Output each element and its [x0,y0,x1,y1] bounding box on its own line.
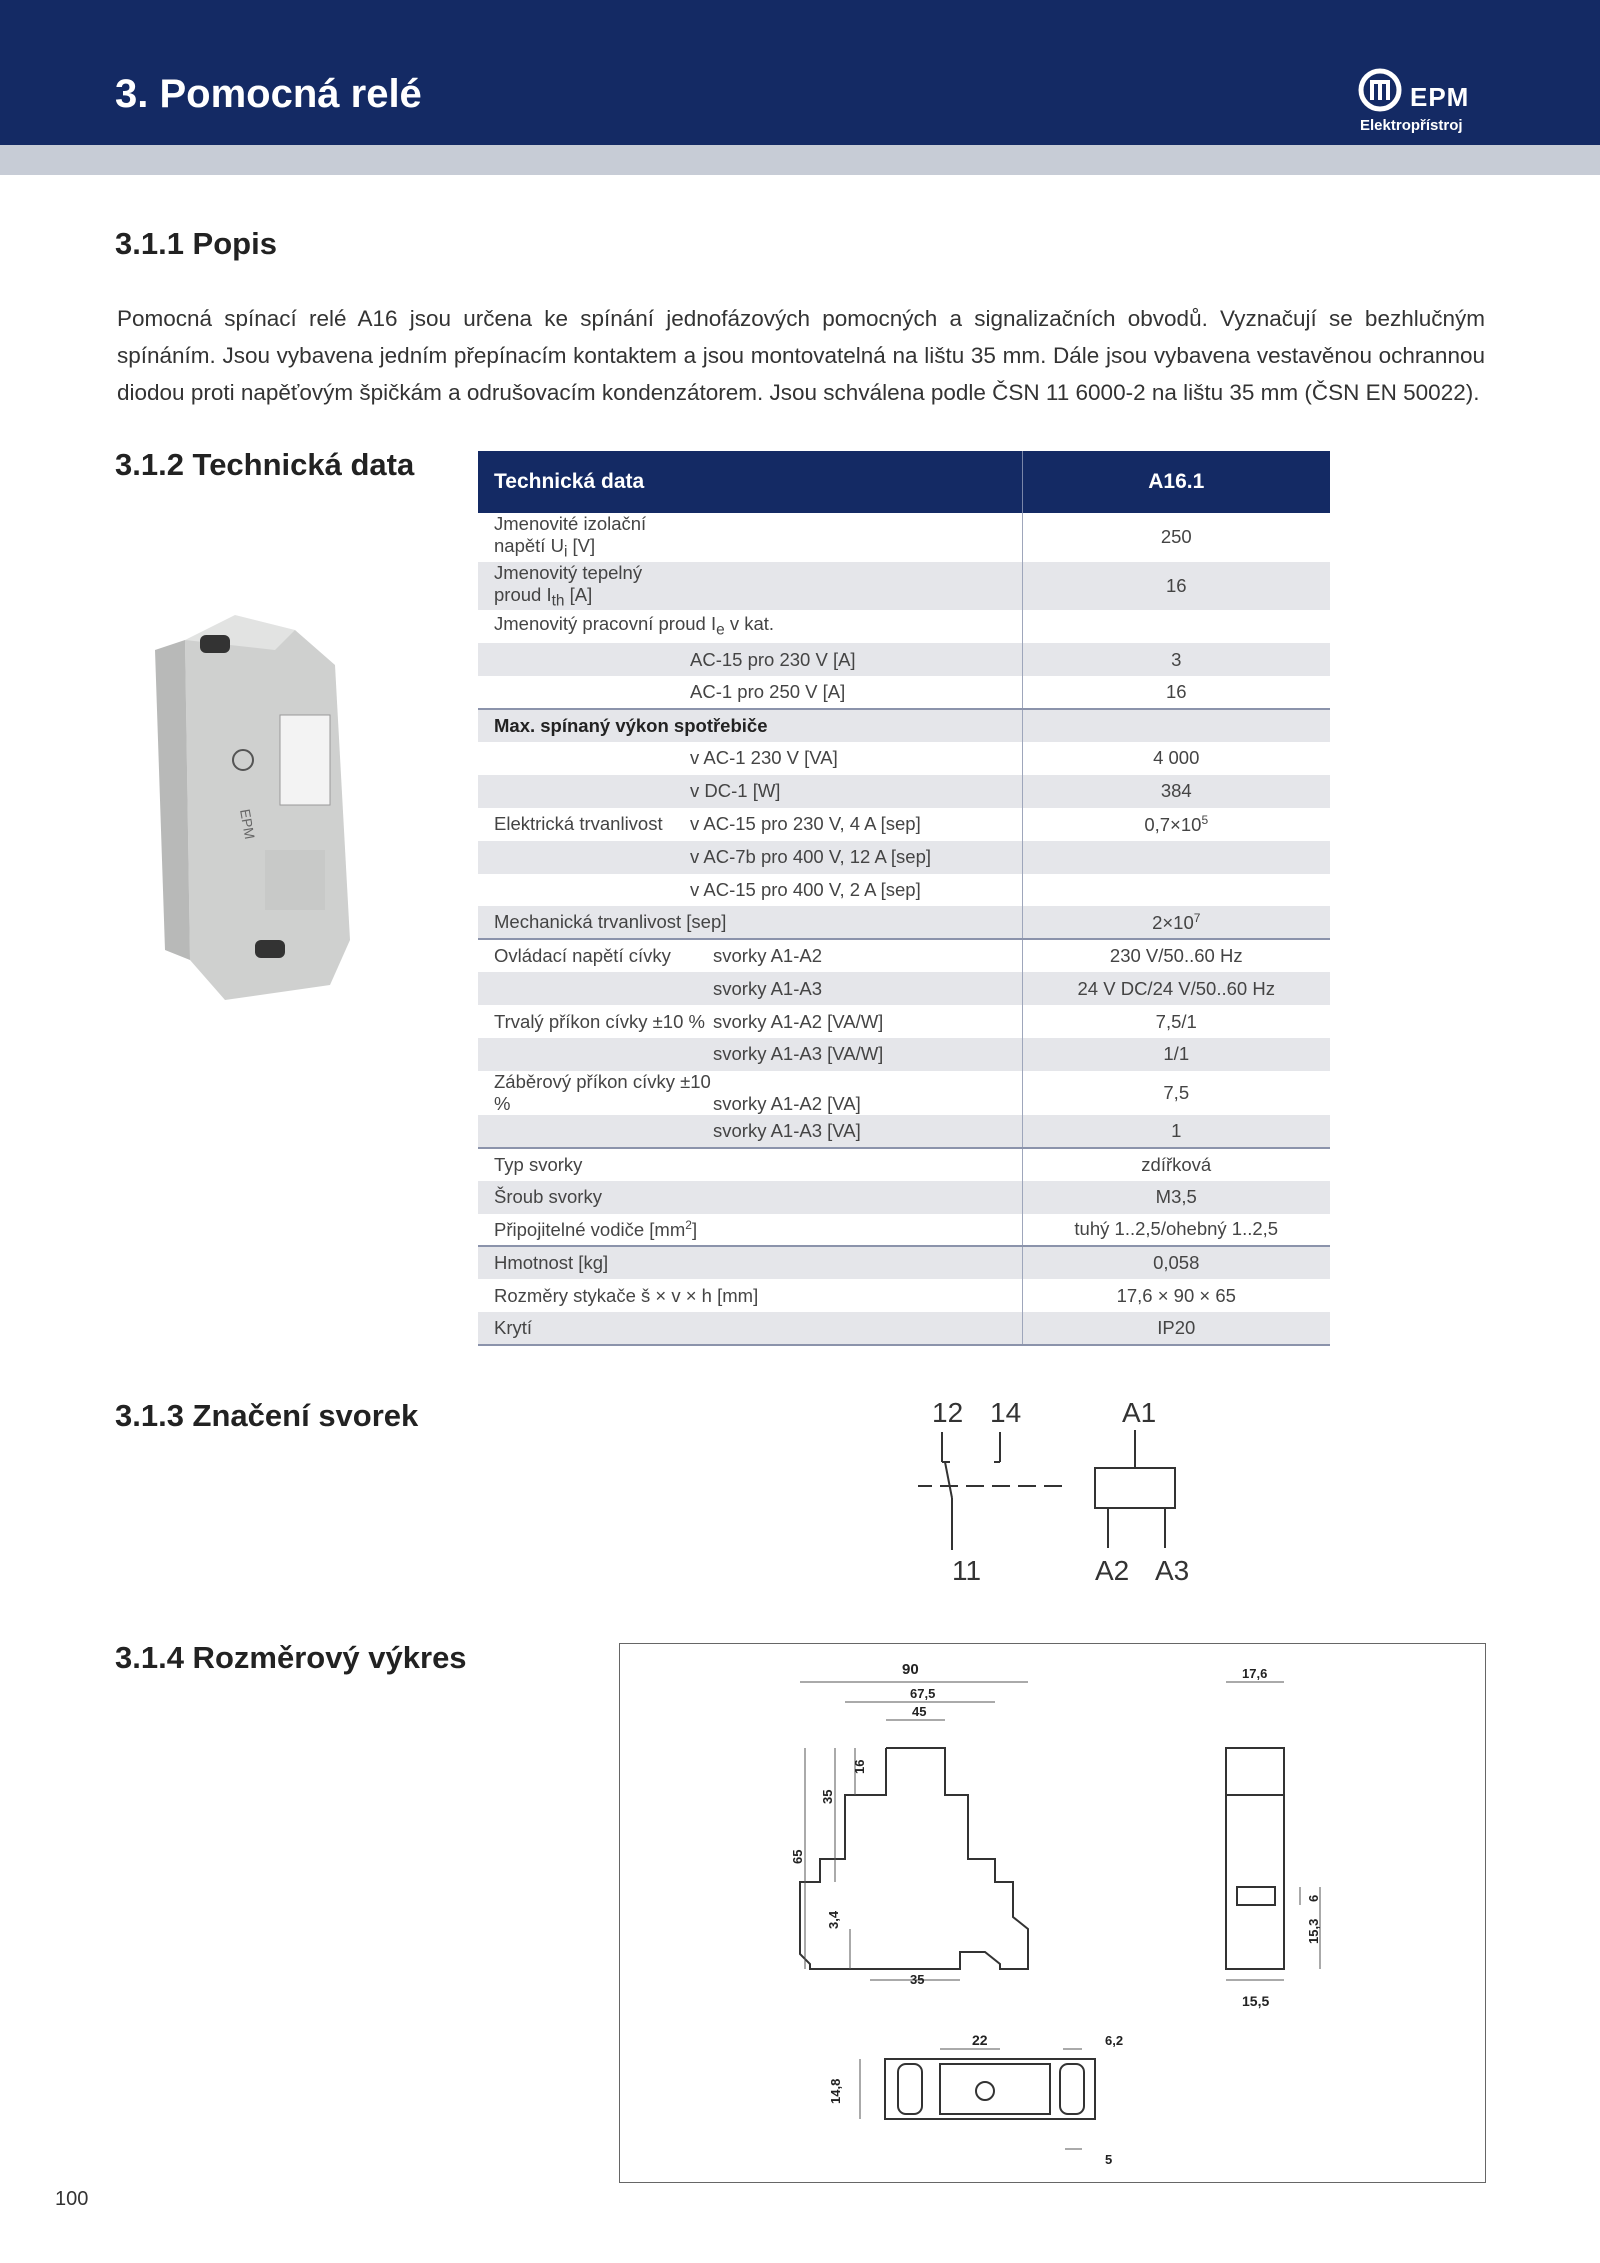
table-row: Jmenovitý pracovní proud $I_e$ v kat. [478,610,1330,643]
dim-15-3: 15,3 [1306,1918,1321,1944]
table-header-value: A16.1 [1022,451,1330,513]
section-popis-title: 3.1.1 Popis [115,226,277,261]
table-row: Elektrická trvanlivost v AC-15 pro 230 V, 4 A [sep] $0,7\times 10^5$ [478,808,1330,841]
table-row: Ovládací napětí cívky svorky A1-A2 230 V/50..60 Hz [478,939,1330,972]
table-row: Trvalý příkon cívky ±10 % svorky A1-A2 [VA/W] 7,5/1 [478,1005,1330,1038]
table-row: v AC-7b pro 400 V, 12 A [sep] [478,841,1330,874]
logo-text: EPM [1410,82,1470,112]
terminal-screw-icon [200,635,230,653]
dim-3-4: 3,4 [826,1910,841,1929]
dim-14-8: 14,8 [828,2078,843,2104]
header-stripe [0,145,1600,175]
label-a1: A1 [1122,1397,1157,1428]
dim-5: 5 [1105,2152,1113,2167]
table-row: Mechanická trvanlivost [sep] $2\times 10^7$ [478,906,1330,939]
table-row: Typ svorky zdířková [478,1148,1330,1181]
label-14: 14 [990,1397,1022,1428]
table-row: Jmenovitý tepelný proud $I_{th}$ [A] 16 [478,562,1330,611]
dim-35-horizontal: 35 [910,1972,925,1987]
dim-16: 16 [852,1759,867,1774]
label-12: 12 [932,1397,964,1428]
table-row: Šroub svorky M3,5 [478,1181,1330,1214]
page-number: 100 [55,2188,89,2210]
table-row: AC-15 pro 230 V [A] 3 [478,643,1330,676]
dim-65: 65 [790,1849,805,1864]
section-tech-title: 3.1.2 Technická data [115,447,415,482]
logo-subtitle: Elektropřístroj [1360,117,1463,134]
table-row: Záběrový příkon cívky ±10 % svorky A1-A2 [VA] 7,5 [478,1071,1330,1115]
technical-data-table [478,451,1330,1346]
svg-text:EPM: EPM [237,807,259,841]
dim-45: 45 [912,1704,927,1719]
table-row: v AC-1 230 V [VA] 4 000 [478,742,1330,775]
dim-22: 22 [972,2032,988,2048]
dim-67-5: 67,5 [910,1686,936,1701]
table-row: Max. spínaný výkon spotřebiče [478,709,1330,742]
table-row: svorky A1-A3 [VA/W] 1/1 [478,1038,1330,1071]
table-row: Hmotnost [kg] 0,058 [478,1246,1330,1279]
table-row: Krytí IP20 [478,1312,1330,1345]
chapter-title: 3. Pomocná relé [115,72,422,116]
table-row: v AC-15 pro 400 V, 2 A [sep] [478,874,1330,907]
table-row: svorky A1-A3 [VA] 1 [478,1115,1330,1148]
label-a2: A2 [1095,1555,1130,1586]
table-header-param: Technická data [478,451,1022,513]
dim-6: 6 [1306,1894,1321,1902]
table-row: Jmenovité izolační napětí $U_i$ [V] 250 [478,513,1330,562]
table-row: svorky A1-A3 24 V DC/24 V/50..60 Hz [478,972,1330,1005]
table-row: Rozměry stykače š × v × h [mm] 17,6 × 90 × 65 [478,1279,1330,1312]
table-row: v DC-1 [W] 384 [478,775,1330,808]
dim-6-2: 6,2 [1105,2033,1124,2048]
dimension-drawing-frame [619,1643,1486,2183]
dimension-drawing [620,1644,1487,2184]
section-svorky-title: 3.1.3 Značení svorek [115,1398,419,1433]
dim-17-6: 17,6 [1242,1666,1268,1681]
dim-15-5: 15,5 [1242,1993,1270,2009]
relay-product-image [145,610,385,1000]
label-11: 11 [952,1555,982,1586]
section-vykres-title: 3.1.4 Rozměrový výkres [115,1640,467,1675]
table-row: Připojitelné vodiče $[mm^2]$ tuhý 1..2,5/ohebný 1..2,5 [478,1214,1330,1247]
label-a3: A3 [1155,1555,1190,1586]
dim-35-vertical: 35 [820,1789,835,1804]
table-row: AC-1 pro 250 V [A] 16 [478,676,1330,709]
dim-90: 90 [902,1661,919,1678]
section-popis-text: Pomocná spínací relé A16 jsou určena ke spínání jednofázových pomocných a signalizačních obvodů. Vyznačují se bezhlučným spínáním. Jsou vybavena jedním přepínacím kontaktem a jsou montovatelná na lištu 35 mm. Dále jsou vybavena vestavěnou ochrannou diodou proti napěťovým špičkám a odrušovacím kondenzátorem. Jsou schválena podle ČSN 11 6000-2 na lištu 35 mm (ČSN EN 50022). [117,306,1485,405]
terminal-screw-icon [255,940,285,958]
terminal-wiring-diagram [900,1380,1200,1590]
